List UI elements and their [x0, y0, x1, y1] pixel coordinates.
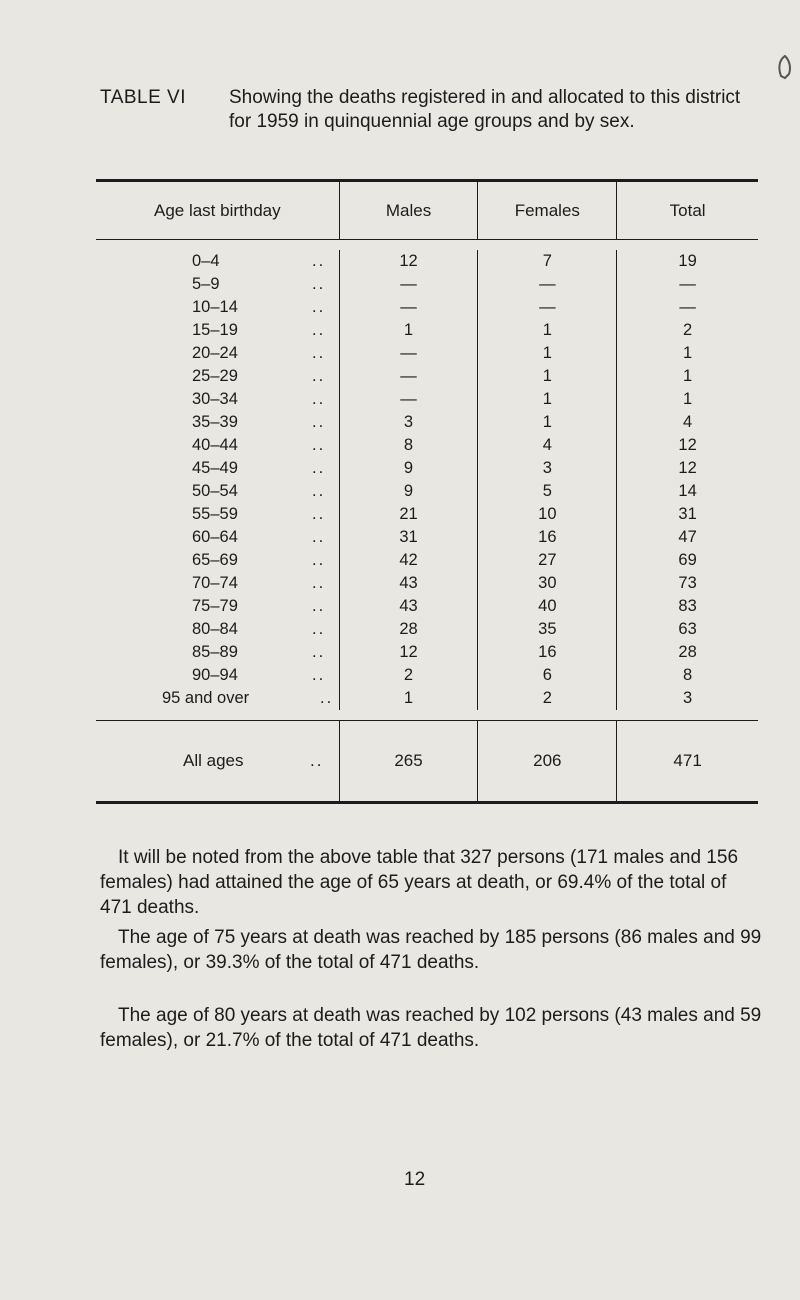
total-value: 3 [616, 687, 758, 710]
age-group: 15–19 [192, 321, 238, 339]
females-value: 40 [477, 595, 616, 618]
leader-dots: .. [312, 551, 326, 569]
age-cell [96, 503, 339, 526]
table-row [96, 641, 758, 664]
paragraph-80-years: The age of 80 years at death was reached by 102 persons (43 males and 59 females), or 21.7% of the total of 471 deaths. [100, 1005, 762, 1051]
males-value: 21 [339, 503, 478, 526]
age-cell [96, 365, 339, 388]
females-value: — [477, 296, 616, 319]
total-value: 1 [616, 388, 758, 411]
header-males: Males [339, 182, 478, 239]
header-females: Females [477, 182, 616, 239]
leader-dots: .. [312, 275, 326, 293]
table-row [96, 572, 758, 595]
table-row [96, 296, 758, 319]
total-value: 4 [616, 411, 758, 434]
totals-age-cell [96, 721, 339, 801]
table-row [96, 480, 758, 503]
age-cell [96, 411, 339, 434]
age-group: 85–89 [192, 643, 238, 661]
total-value: 31 [616, 503, 758, 526]
females-value: 1 [477, 365, 616, 388]
leader-dots: .. [312, 597, 326, 615]
age-group: 70–74 [192, 574, 238, 592]
table-caption: Showing the deaths registered in and allocated to this district for 1959 in quinquennial age groups and by sex. [229, 87, 741, 132]
age-group: 50–54 [192, 482, 238, 500]
table-row [96, 618, 758, 641]
males-value: 9 [339, 480, 478, 503]
age-cell [96, 296, 339, 319]
total-value: — [616, 296, 758, 319]
table-bottom-rule [96, 801, 758, 804]
age-cell [96, 687, 339, 710]
males-value: 43 [339, 572, 478, 595]
males-value: 43 [339, 595, 478, 618]
total-value: — [616, 273, 758, 296]
males-value: 12 [339, 250, 478, 273]
age-cell [96, 595, 339, 618]
males-value: — [339, 296, 478, 319]
males-value: 12 [339, 641, 478, 664]
males-value: 1 [339, 319, 478, 342]
females-value: 1 [477, 411, 616, 434]
total-value: 12 [616, 434, 758, 457]
total-value: 69 [616, 549, 758, 572]
females-value: 1 [477, 388, 616, 411]
age-group: 75–79 [192, 597, 238, 615]
age-group: 80–84 [192, 620, 238, 638]
males-value: — [339, 365, 478, 388]
table-row [96, 503, 758, 526]
males-value: 42 [339, 549, 478, 572]
males-value: 3 [339, 411, 478, 434]
females-value: 1 [477, 319, 616, 342]
age-cell [96, 618, 339, 641]
total-value: 12 [616, 457, 758, 480]
females-value: 35 [477, 618, 616, 641]
table-row [96, 411, 758, 434]
age-cell [96, 549, 339, 572]
table-row [96, 595, 758, 618]
leader-dots: .. [312, 367, 326, 385]
age-cell [96, 434, 339, 457]
age-group: 45–49 [192, 459, 238, 477]
table-row [96, 365, 758, 388]
table-row [96, 319, 758, 342]
table-row [96, 549, 758, 572]
table-row [96, 273, 758, 296]
age-group: 10–14 [192, 298, 238, 316]
females-value: 10 [477, 503, 616, 526]
age-cell [96, 480, 339, 503]
totals-dots: .. [310, 751, 324, 770]
age-cell [96, 342, 339, 365]
females-value: — [477, 273, 616, 296]
table-body [96, 240, 758, 720]
total-value: 2 [616, 319, 758, 342]
table-row [96, 457, 758, 480]
age-cell [96, 319, 339, 342]
females-value: 16 [477, 526, 616, 549]
age-group: 40–44 [192, 436, 238, 454]
age-group: 30–34 [192, 390, 238, 408]
age-group: 60–64 [192, 528, 238, 546]
leader-dots: .. [320, 689, 334, 707]
males-value: 8 [339, 434, 478, 457]
table-row [96, 687, 758, 710]
age-group: 25–29 [192, 367, 238, 385]
leader-dots: .. [312, 321, 326, 339]
total-value: 63 [616, 618, 758, 641]
leader-dots: .. [312, 666, 326, 684]
leader-dots: .. [312, 643, 326, 661]
total-value: 1 [616, 365, 758, 388]
females-value: 16 [477, 641, 616, 664]
header-age: Age last birthday [153, 200, 281, 220]
leader-dots: .. [312, 413, 326, 431]
page-number: 12 [404, 1169, 426, 1190]
leader-dots: .. [312, 574, 326, 592]
age-cell [96, 664, 339, 687]
total-value: 8 [616, 664, 758, 687]
age-group: 5–9 [192, 275, 220, 293]
females-value: 30 [477, 572, 616, 595]
total-value: 83 [616, 595, 758, 618]
age-cell [96, 526, 339, 549]
age-cell [96, 273, 339, 296]
females-value: 5 [477, 480, 616, 503]
totals-females: 206 [477, 721, 616, 801]
table-row [96, 434, 758, 457]
paragraph-75-years: The age of 75 years at death was reached by 185 persons (86 males and 99 females), or 39.3% of the total of 471 deaths. [100, 927, 762, 973]
totals-total: 471 [616, 721, 758, 801]
age-group: 95 and over [162, 689, 250, 707]
age-group: 90–94 [192, 666, 238, 684]
paragraph-65-years: It will be noted from the above table that 327 persons (171 males and 156 females) had attained the age of 65 years at death, or 69.4% of the total of 471 deaths. [100, 847, 739, 918]
age-cell [96, 457, 339, 480]
age-group: 65–69 [192, 551, 238, 569]
deaths-table [96, 179, 758, 804]
leader-dots: .. [312, 252, 326, 270]
total-value: 73 [616, 572, 758, 595]
leader-dots: .. [312, 459, 326, 477]
table-heading [100, 86, 760, 134]
leader-dots: .. [312, 620, 326, 638]
leader-dots: .. [312, 436, 326, 454]
totals-males: 265 [339, 721, 478, 801]
age-cell [96, 572, 339, 595]
females-value: 1 [477, 342, 616, 365]
total-value: 19 [616, 250, 758, 273]
table-row [96, 342, 758, 365]
totals-age: All ages [183, 751, 244, 770]
table-header-row [96, 182, 758, 239]
females-value: 2 [477, 687, 616, 710]
males-value: 1 [339, 687, 478, 710]
leader-dots: .. [312, 528, 326, 546]
age-group: 35–39 [192, 413, 238, 431]
females-value: 4 [477, 434, 616, 457]
leader-dots: .. [312, 390, 326, 408]
leader-dots: .. [312, 482, 326, 500]
males-value: — [339, 342, 478, 365]
females-value: 3 [477, 457, 616, 480]
males-value: — [339, 273, 478, 296]
age-cell [96, 250, 339, 273]
leader-dots: .. [312, 505, 326, 523]
males-value: — [339, 388, 478, 411]
table-label: TABLE VI [100, 87, 187, 108]
total-value: 1 [616, 342, 758, 365]
table-row [96, 250, 758, 273]
total-value: 28 [616, 641, 758, 664]
total-value: 47 [616, 526, 758, 549]
males-value: 28 [339, 618, 478, 641]
age-cell [96, 641, 339, 664]
age-group: 0–4 [192, 252, 220, 270]
totals-row [96, 721, 758, 801]
table-row [96, 664, 758, 687]
leader-dots: .. [312, 344, 326, 362]
females-value: 27 [477, 549, 616, 572]
table-row [96, 388, 758, 411]
age-group: 55–59 [192, 505, 238, 523]
corner-blemish-icon [776, 54, 794, 80]
females-value: 7 [477, 250, 616, 273]
table-row [96, 526, 758, 549]
header-total: Total [616, 182, 758, 239]
females-value: 6 [477, 664, 616, 687]
males-value: 31 [339, 526, 478, 549]
age-group: 20–24 [192, 344, 238, 362]
total-value: 14 [616, 480, 758, 503]
leader-dots: .. [312, 298, 326, 316]
males-value: 9 [339, 457, 478, 480]
age-cell [96, 388, 339, 411]
males-value: 2 [339, 664, 478, 687]
